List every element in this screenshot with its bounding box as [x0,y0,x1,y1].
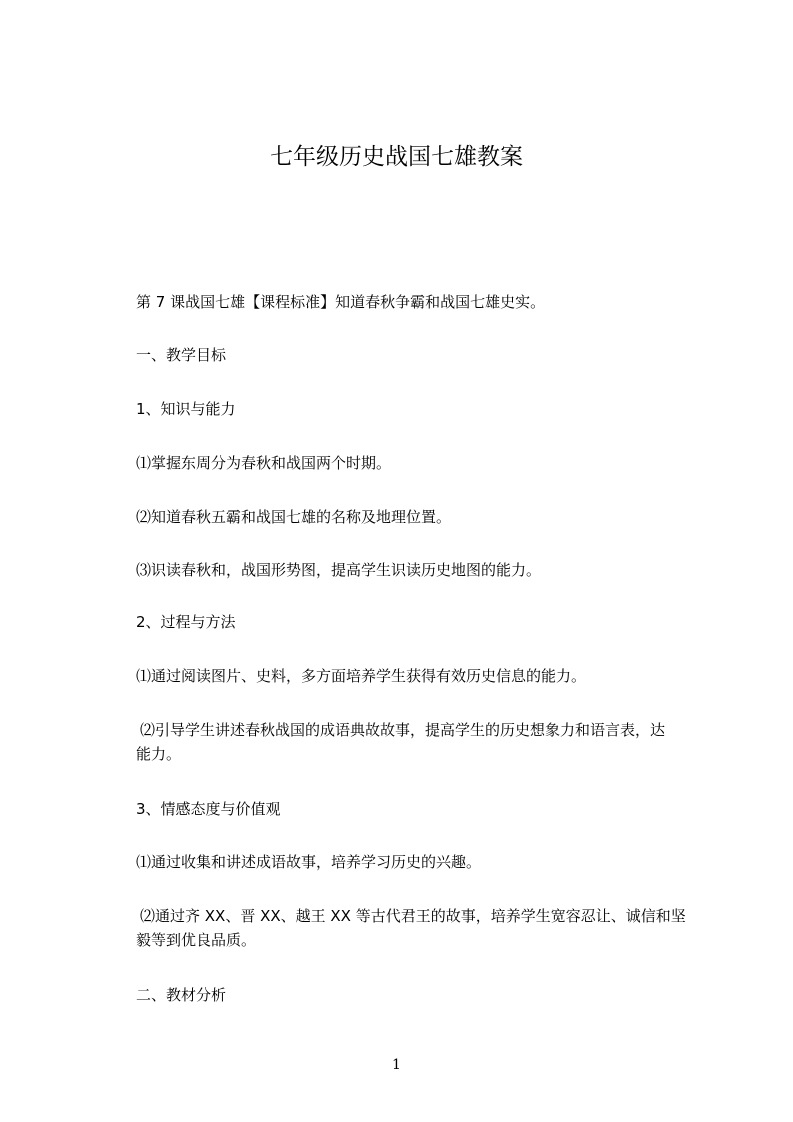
section-heading-teaching-goals: 一、教学目标 [136,346,227,364]
course-standard-paragraph: 第 7 课战国七雄【课程标准】知道春秋争霸和战国七雄史实。 [136,293,546,311]
goal-item: ⑴通过收集和讲述成语故事，培养学习历史的兴趣。 [136,853,482,871]
goal-item-wrapped [136,904,716,952]
page-number: 1 [392,1057,401,1073]
goal-item: ⑵知道春秋五霸和战国七雄的名称及地理位置。 [136,508,452,526]
subheading-process-method: 2、过程与方法 [136,613,236,631]
paragraph-line: ⑵通过齐 XX、晋 XX、越王 XX 等古代君王的故事，培养学生宽容忍让、诚信和坚 [140,907,686,925]
subheading-attitude-values: 3、情感态度与价值观 [136,800,281,818]
goal-item: ⑴掌握东周分为春秋和战国两个时期。 [136,454,392,472]
document-title: 七年级历史战国七雄教案 [270,144,523,170]
goal-item-wrapped [136,718,716,766]
goal-item: ⑴通过阅读图片、史料，多方面培养学生获得有效历史信息的能力。 [136,667,587,685]
paragraph-line: ⑵引导学生讲述春秋战国的成语典故故事，提高学生的历史想象力和语言表，达 [140,721,666,739]
goal-item: ⑶识读春秋和，战国形势图，提高学生识读历史地图的能力。 [136,561,542,579]
section-heading-textbook-analysis: 二、教材分析 [136,986,227,1004]
subheading-knowledge-ability: 1、知识与能力 [136,400,236,418]
paragraph-line: 毅等到优良品质。 [136,931,257,949]
paragraph-line: 能力。 [136,745,182,763]
